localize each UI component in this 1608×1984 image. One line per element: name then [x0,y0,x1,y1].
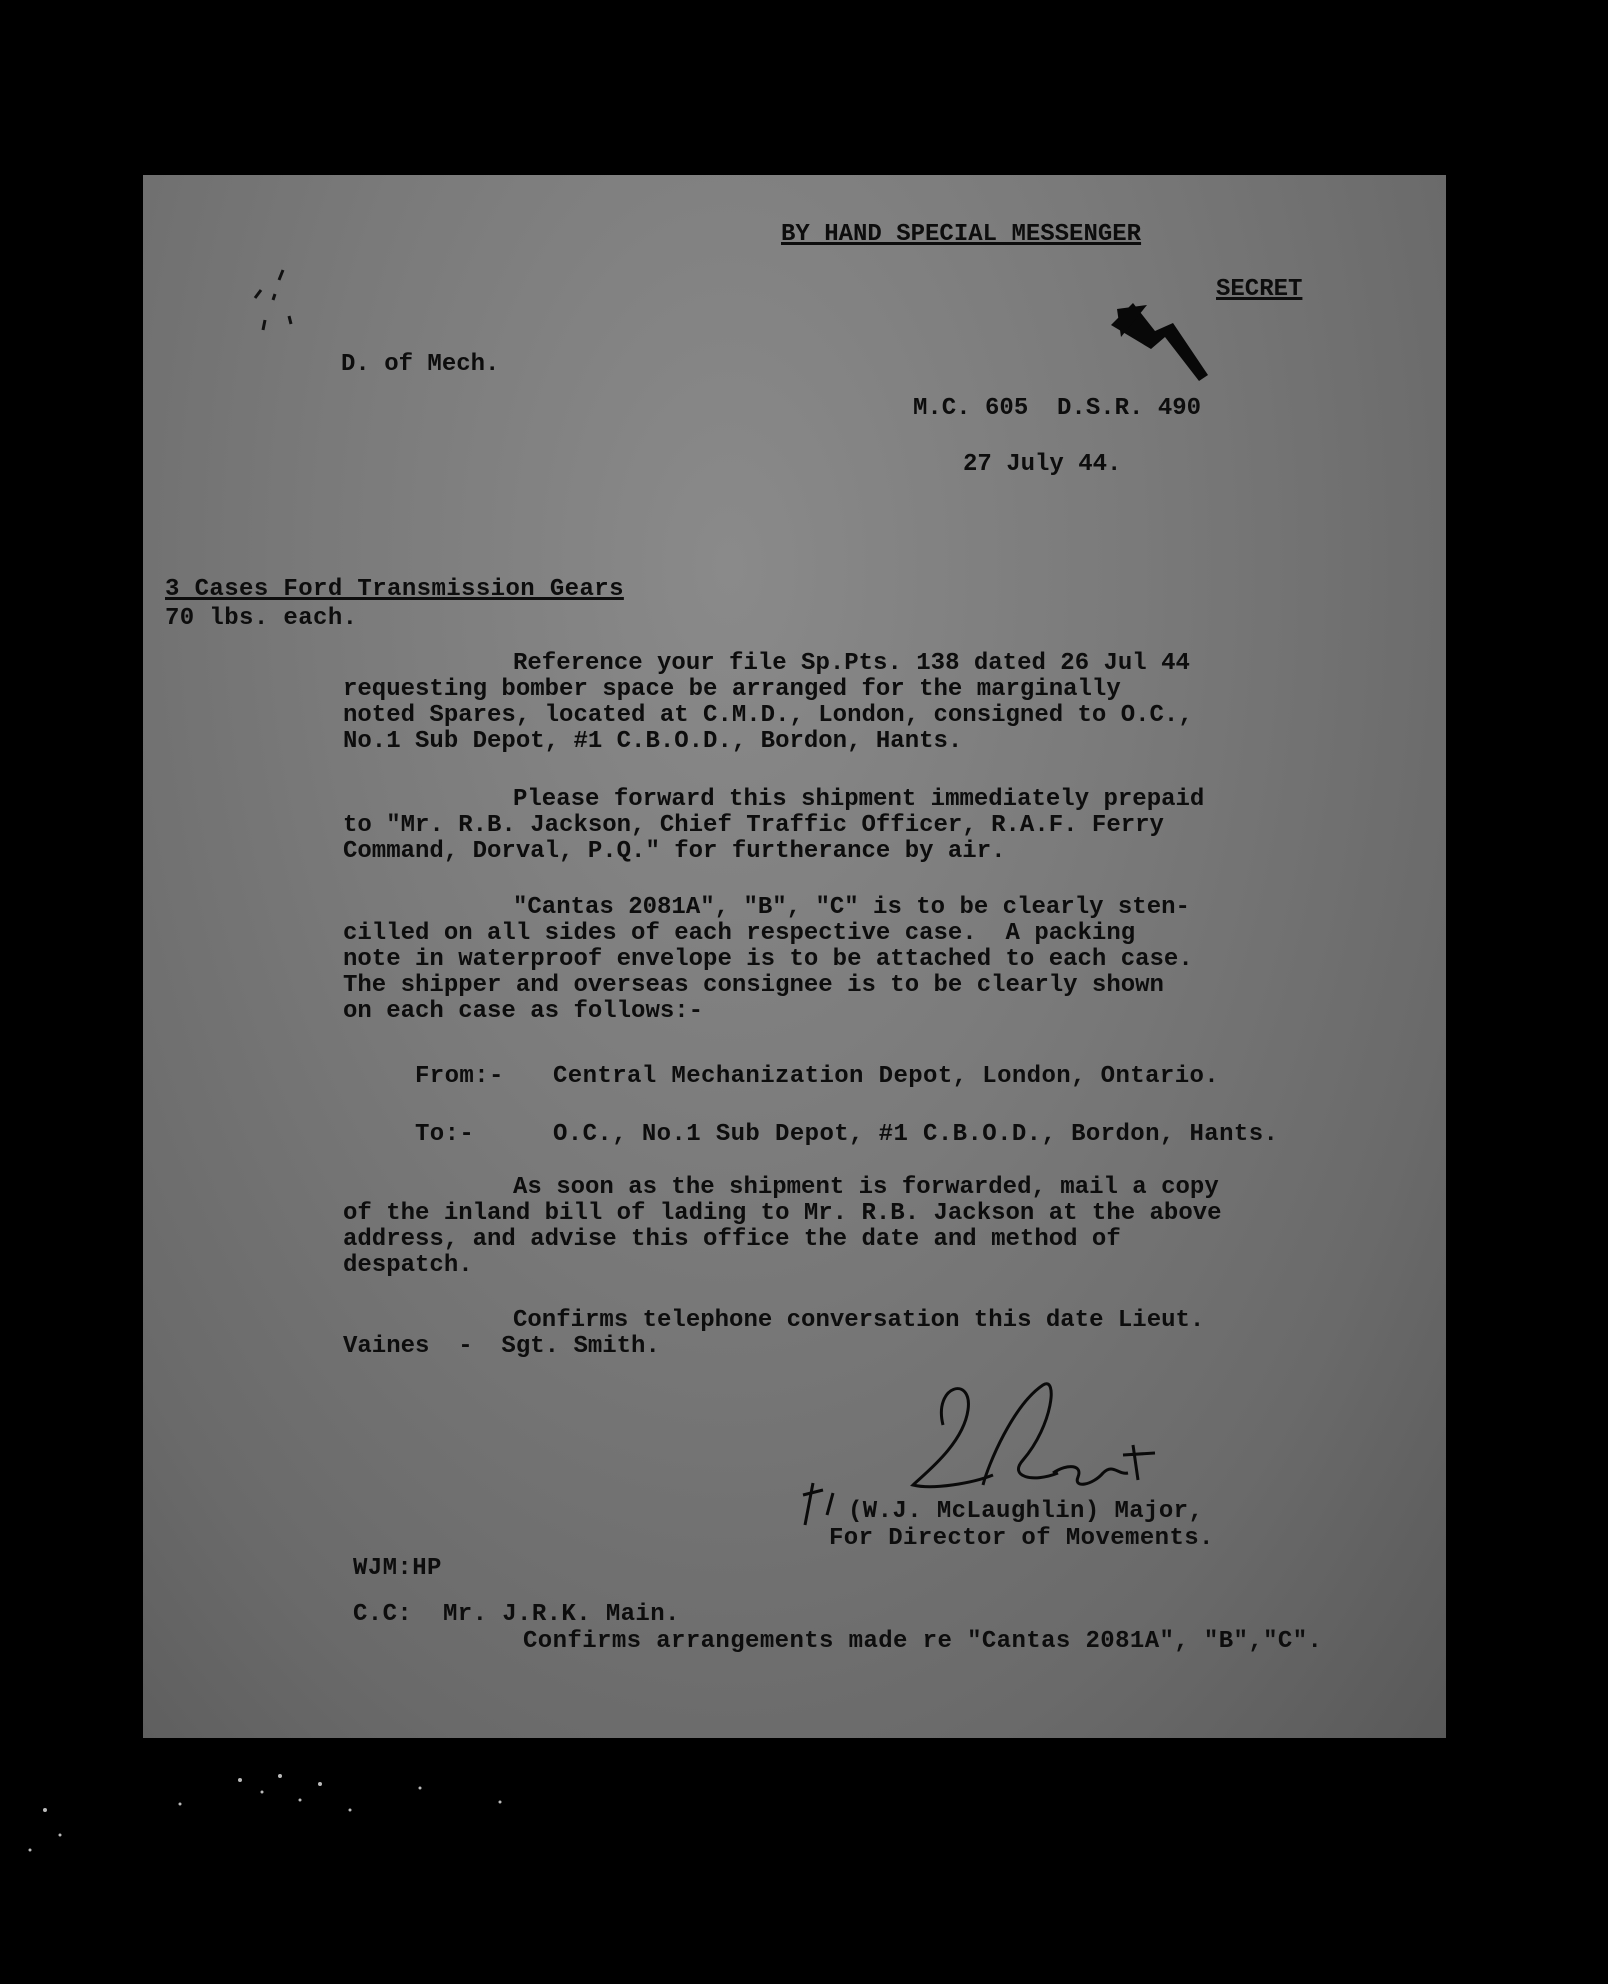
cc-recipient: Mr. J.R.K. Main. [443,1601,680,1628]
paragraph-1 [343,651,1193,755]
cc-note: Confirms arrangements made re "Cantas 2081A", "B","C". [523,1628,1323,1655]
from-value: Central Mechanization Depot, London, Ontario. [553,1063,1220,1090]
paragraph-line: Vaines - Sgt. Smith. [343,1333,660,1360]
paragraph-4 [343,1175,1222,1279]
signatory-name: (W.J. McLaughlin) Major, [848,1498,1204,1525]
scan-noise [0,1740,1608,1984]
paragraph-line: As soon as the shipment is forwarded, mail a copy [513,1174,1219,1201]
delivery-instruction: BY HAND SPECIAL MESSENGER [781,221,1142,248]
pencil-marks [243,260,303,340]
paragraph-2 [343,787,1204,865]
paragraph-line: of the inland bill of lading to Mr. R.B. Jackson at the above [343,1200,1222,1227]
letter-date: 27 July 44. [963,451,1122,478]
signatory-title: For Director of Movements. [829,1525,1214,1552]
paragraph-5 [343,1308,1204,1360]
arrow-stamp-icon [1103,295,1223,395]
paragraph-line: on each case as follows:- [343,998,704,1025]
margin-note-line2: 70 lbs. each. [165,605,358,632]
paragraph-line: requesting bomber space be arranged for the marginally [343,676,1121,703]
paragraph-3 [343,895,1193,1025]
paragraph-line: Confirms telephone conversation this date Lieut. [513,1307,1205,1334]
paragraph-line: address, and advise this office the date and method of [343,1226,1121,1253]
document-page [143,175,1446,1738]
paragraph-line: cilled on all sides of each respective case. A packing [343,920,1136,947]
to-label: To:- [415,1121,475,1148]
from-label: From:- [415,1063,504,1090]
margin-note-line1: 3 Cases Ford Transmission Gears [165,576,624,603]
paragraph-line: The shipper and overseas consignee is to be clearly shown [343,972,1164,999]
paragraph-line: noted Spares, located at C.M.D., London, consigned to O.C., [343,702,1193,729]
paragraph-line: "Cantas 2081A", "B", "C" is to be clearly sten- [513,894,1190,921]
file-reference: M.C. 605 D.S.R. 490 [913,395,1202,422]
paragraph-line: Reference your file Sp.Pts. 138 dated 26 Jul 44 [513,650,1190,677]
paragraph-line: note in waterproof envelope is to be attached to each case. [343,946,1193,973]
cc-label: C.C: [353,1601,413,1628]
paragraph-line: to "Mr. R.B. Jackson, Chief Traffic Officer, R.A.F. Ferry [343,812,1164,839]
paragraph-line: despatch. [343,1252,473,1279]
paragraph-line: Please forward this shipment immediately prepaid [513,786,1205,813]
classification-marking: SECRET [1216,276,1303,303]
to-value: O.C., No.1 Sub Depot, #1 C.B.O.D., Bordon, Hants. [553,1121,1279,1148]
addressee: D. of Mech. [341,351,500,378]
paragraph-line: No.1 Sub Depot, #1 C.B.O.D., Bordon, Hants. [343,728,963,755]
paragraph-line: Command, Dorval, P.Q." for furtherance by air. [343,838,1006,865]
typist-initials: WJM:HP [353,1555,442,1582]
